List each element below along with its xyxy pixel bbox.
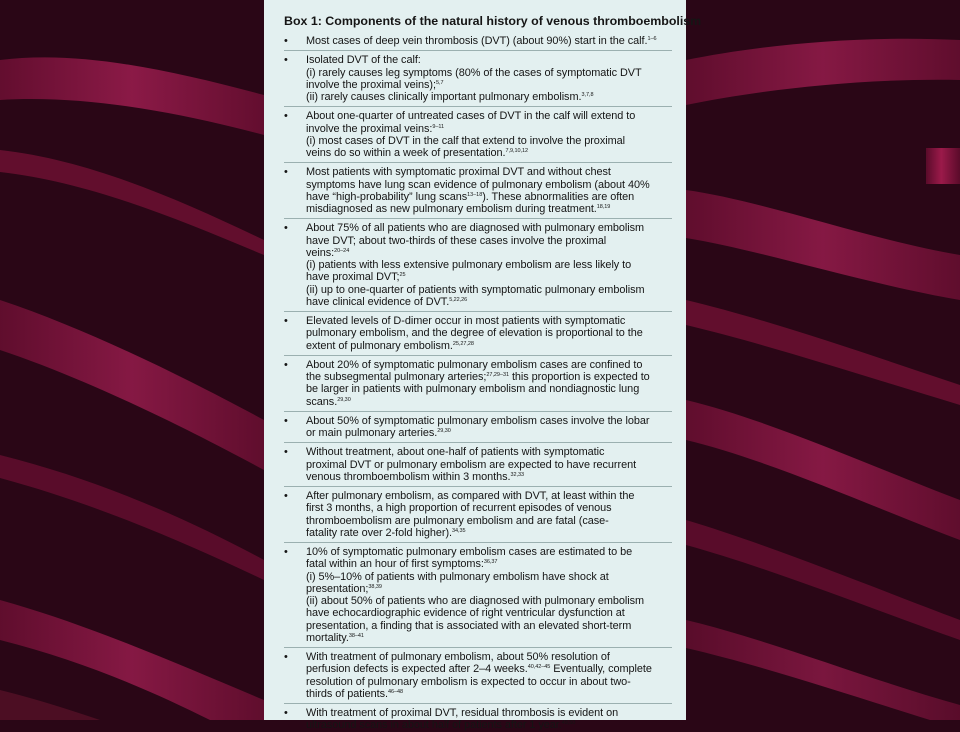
text-line: Without treatment, about one-half of patients with symptomatic xyxy=(306,446,605,459)
text-line: have “high-probability” lung scans$^{13-18}$). These abnormalities are often xyxy=(306,190,635,203)
list-item xyxy=(284,222,672,308)
text-line: (i) patients with less extensive pulmonary embolism are less likely to xyxy=(306,259,632,271)
item-divider xyxy=(284,218,672,219)
text-line: have echocardiographic evidence of right ventricular dysfunction at xyxy=(306,607,625,620)
text-line: (i) most cases of DVT in the calf that extend to involve the proximal xyxy=(306,134,625,147)
item-divider xyxy=(284,411,672,412)
text-line: Most patients with symptomatic proximal DVT and without chest xyxy=(306,166,611,179)
citation-superscript: 25,27,28 xyxy=(452,340,474,347)
text-line: (i) 5%–10% of patients with pulmonary embolism have shock at xyxy=(306,570,609,583)
text-line: proximal DVT or pulmonary embolism are expected to have recurrent xyxy=(306,458,637,471)
bullet-icon: • xyxy=(284,707,288,719)
text-line: About 75% of all patients who are diagnosed with pulmonary embolism xyxy=(306,222,645,235)
list-item xyxy=(284,110,672,159)
bullet-icon: • xyxy=(284,414,288,427)
list-item xyxy=(284,546,672,644)
text-line: About one-quarter of untreated cases of DVT in the calf will extend to xyxy=(306,110,636,123)
item-divider xyxy=(284,355,672,356)
text-line: With treatment of proximal DVT, residual thrombosis is evident on xyxy=(306,707,619,719)
citation-superscript: 49,50 xyxy=(561,720,576,727)
list-item xyxy=(284,490,672,539)
item-divider xyxy=(284,106,672,107)
citation-superscript: 29,30 xyxy=(437,428,451,434)
bullet-icon: • xyxy=(284,166,288,179)
text-line: ultrasound scans in about half of patients after 1 year.$^{49,50}$ xyxy=(306,719,576,732)
text-line: (ii) up to one-quarter of patients with symptomatic pulmonary embolism xyxy=(306,283,645,296)
list-item xyxy=(284,359,672,408)
list-item xyxy=(284,415,672,440)
citation-superscript: 27,29–31 xyxy=(486,372,509,378)
bullet-icon: • xyxy=(284,315,288,327)
text-line: involve the proximal veins);$^{5,7}$ xyxy=(306,78,444,91)
item-divider xyxy=(284,486,672,487)
list-item xyxy=(284,54,672,103)
citation-superscript: 9–11 xyxy=(432,123,445,130)
citation-superscript: 25 xyxy=(399,272,406,279)
text-line: have proximal DVT;$^{25}$ xyxy=(306,271,406,284)
bullet-icon: • xyxy=(284,546,288,558)
citation-superscript: 18,19 xyxy=(596,204,611,210)
item-divider xyxy=(284,162,672,163)
citation-superscript: 38–41 xyxy=(348,632,364,639)
bullet-icon: • xyxy=(284,110,288,123)
citation-superscript: 34,35 xyxy=(452,527,466,534)
item-divider xyxy=(284,647,672,648)
bullet-icon: • xyxy=(284,358,288,371)
text-line: (ii) rarely causes clinically important pulmonary embolism.$^{3,7,8}$ xyxy=(306,91,594,103)
list-item xyxy=(284,166,672,215)
item-divider xyxy=(284,442,672,443)
text-line: fatality rate over 2-fold higher).$^{34,35}$ xyxy=(306,526,466,539)
citation-superscript: 36,37 xyxy=(483,559,498,566)
text-line: Elevated levels of D-dimer occur in most patients with symptomatic xyxy=(306,315,626,327)
bullet-icon: • xyxy=(284,490,288,502)
text-line: With treatment of pulmonary embolism, about 50% resolution of xyxy=(306,651,610,663)
text-line: (i) rarely causes leg symptoms (80% of the cases of symptomatic DVT xyxy=(306,66,642,79)
text-line: thirds of patients.$^{46-48}$ xyxy=(306,687,404,700)
bullet-icon: • xyxy=(284,35,288,47)
text-line: 10% of symptomatic pulmonary embolism cases are estimated to be xyxy=(306,546,633,558)
text-line: first 3 months, a high proportion of recurrent episodes of venous xyxy=(306,502,612,515)
text-line: symptoms have lung scan evidence of pulmonary embolism (about 40% xyxy=(306,178,650,191)
list-item xyxy=(284,707,672,732)
text-line: veins:$^{20-24}$ xyxy=(306,246,350,259)
citation-superscript: 38,39 xyxy=(368,583,382,590)
text-line: extent of pulmonary embolism.$^{25,27,28}$ xyxy=(306,339,474,352)
citation-superscript: 1–6 xyxy=(647,36,657,42)
citation-superscript: 7,9,10,12 xyxy=(505,148,528,154)
text-line: presentation;$^{38,39}$ xyxy=(306,582,382,595)
list-item xyxy=(284,446,672,483)
bullet-list xyxy=(284,35,672,732)
item-divider xyxy=(284,311,672,312)
text-line: scans.$^{29,30}$ xyxy=(306,395,351,408)
item-divider xyxy=(284,50,672,51)
text-line: have clinical evidence of DVT.$^{5,22,26}$ xyxy=(306,295,468,308)
text-line: (ii) about 50% of patients who are diagnosed with pulmonary embolism xyxy=(306,595,645,607)
citation-superscript: 29,30 xyxy=(337,396,351,403)
text-line: the subsegmental pulmonary arteries;$^{27,29-31}$ this proportion is expected to xyxy=(306,371,650,383)
citation-superscript: 3,7,8 xyxy=(581,92,594,98)
text-line: venous thromboembolism within 3 months.$^{32,33}$ xyxy=(306,470,524,483)
text-line: presentation, a finding that is associated with an elevated short-term xyxy=(306,619,632,632)
list-item xyxy=(284,651,672,700)
bullet-icon: • xyxy=(284,222,288,235)
text-line: Most cases of deep vein thrombosis (DVT) (about 90%) start in the calf.$^{1-6}$ xyxy=(306,35,657,47)
text-line: resolution of pulmonary embolism is expected to occur in about two- xyxy=(306,675,631,688)
text-line: have DVT; about two-thirds of these cases involve the proximal xyxy=(306,234,607,247)
text-line: After pulmonary embolism, as compared with DVT, at least within the xyxy=(306,490,635,502)
list-item xyxy=(284,35,672,47)
text-line: or main pulmonary arteries.$^{29,30}$ xyxy=(306,427,451,439)
box-title: Box 1: Components of the natural history of venous thromboembolism xyxy=(284,14,702,28)
citation-superscript: 32,33 xyxy=(510,471,524,478)
citation-superscript: 20–24 xyxy=(334,247,350,254)
text-line: thromboembolism are pulmonary embolism and are fatal (case- xyxy=(306,514,609,527)
text-line: About 20% of symptomatic pulmonary embolism cases are confined to xyxy=(306,358,643,371)
text-line: misdiagnosed as new pulmonary embolism during treatment.$^{18,19}$ xyxy=(306,203,611,215)
item-divider xyxy=(284,703,672,704)
text-line: involve the proximal veins:$^{9-11}$ xyxy=(306,122,445,135)
text-line: Isolated DVT of the calf: xyxy=(306,54,421,67)
text-line: mortality.$^{38-41}$ xyxy=(306,631,364,644)
text-line: veins do so within a week of presentation.$^{7,9,10,12}$ xyxy=(306,147,528,159)
citation-superscript: 5,22,26 xyxy=(449,296,468,303)
text-line: About 50% of symptomatic pulmonary embolism cases involve the lobar xyxy=(306,414,650,427)
bullet-icon: • xyxy=(284,651,288,663)
slide-accent-tab xyxy=(926,148,960,184)
text-line: pulmonary embolism, and the degree of elevation is proportional to the xyxy=(306,327,643,340)
text-line: perfusion defects is expected after 2–4 weeks.$^{40,42-45}$ Eventually, complete xyxy=(306,663,652,676)
document-box xyxy=(264,0,702,732)
bullet-icon: • xyxy=(284,446,288,459)
citation-superscript: 40,42–45 xyxy=(527,664,551,671)
list-item xyxy=(284,315,672,352)
item-divider xyxy=(284,542,672,543)
bullet-icon: • xyxy=(284,54,288,67)
text-line: fatal within an hour of first symptoms:$^{36,37}$ xyxy=(306,558,498,571)
text-line: be larger in patients with pulmonary embolism and nondiagnostic lung xyxy=(306,383,640,396)
citation-superscript: 5,7 xyxy=(435,79,444,86)
citation-superscript: 13–18 xyxy=(467,191,483,198)
citation-superscript: 46–48 xyxy=(388,688,404,695)
